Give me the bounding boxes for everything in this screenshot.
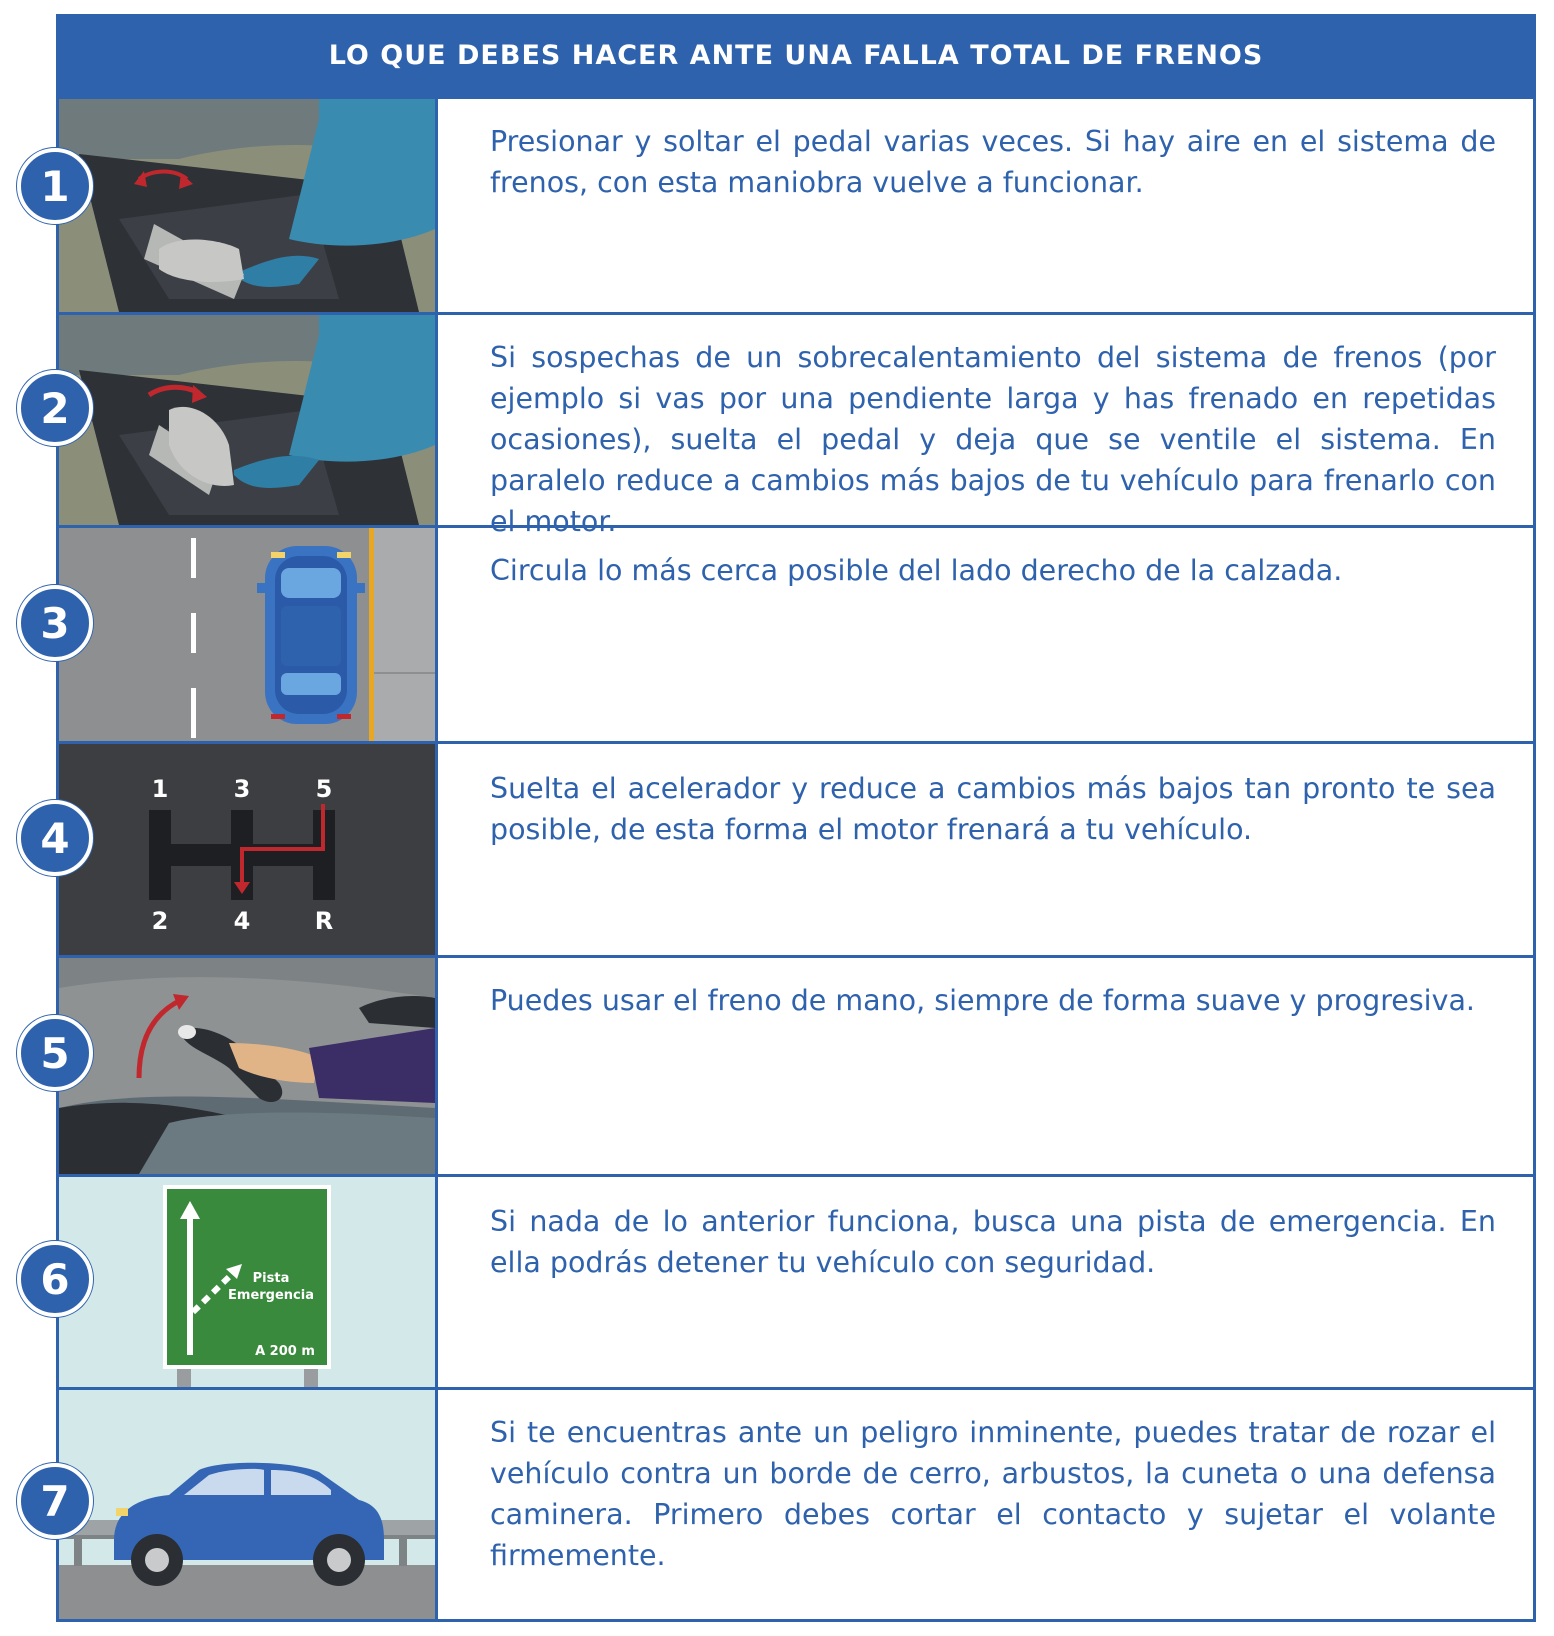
step-number-badge-7: 7 — [17, 1463, 93, 1539]
step-row-3 — [56, 525, 1536, 741]
step-text-5: Puedes usar el freno de mano, siempre de forma suave y progresiva. — [490, 984, 1475, 1017]
gear-shift-diagram-icon — [59, 744, 438, 955]
table-title: LO QUE DEBES HACER ANTE UNA FALLA TOTAL DE FRENOS — [56, 14, 1536, 96]
gear-label-2: 2 — [151, 907, 169, 935]
step-number-badge-4: 4 — [17, 800, 93, 876]
brake-pedal-pump-icon — [59, 99, 438, 312]
gear-label-5: 5 — [315, 775, 333, 803]
step-row-4 — [56, 741, 1536, 955]
sign-text-emergencia: Emergencia — [228, 1288, 314, 1303]
step-text-6: Si nada de lo anterior funciona, busca una pista de emergencia. En ella podrás detener tu vehículo con seguridad. — [490, 1205, 1496, 1279]
gear-label-r: R — [314, 907, 334, 935]
step-number-badge-5: 5 — [17, 1015, 93, 1091]
step-row-7 — [56, 1387, 1536, 1619]
step-row-2 — [56, 312, 1536, 538]
car-side-guardrail-icon — [59, 1390, 438, 1619]
emergency-lane-sign-icon — [59, 1177, 438, 1387]
gear-label-3: 3 — [233, 775, 251, 803]
car-right-lane-icon — [59, 528, 438, 741]
step-number-badge-3: 3 — [17, 585, 93, 661]
sign-text-pista: Pista — [252, 1271, 290, 1286]
step-text-3: Circula lo más cerca posible del lado derecho de la calzada. — [490, 554, 1343, 587]
step-text-7: Si te encuentras ante un peligro inminente, puedes tratar de rozar el vehículo contra un borde de cerro, arbustos, la cuneta o una defensa caminera. Primero debes cortar el contacto y sujetar el volante firmemente. — [490, 1416, 1496, 1572]
step-text-2: Si sospechas de un sobrecalentamiento del sistema de frenos (por ejemplo si vas por una pendiente larga y has frenado en repetidas ocasiones), suelta el pedal y deja que se ventile el sistema. En paralelo reduce a cambios más bajos de tu vehículo para frenarlo con el motor. — [490, 341, 1496, 538]
handbrake-icon — [59, 958, 438, 1174]
gear-label-1: 1 — [151, 775, 169, 803]
step-text-4: Suelta el acelerador y reduce a cambios más bajos tan pronto te sea posible, de esta forma el motor frenará a tu vehículo. — [490, 772, 1496, 846]
step-row-6 — [56, 1174, 1536, 1387]
gear-label-4: 4 — [233, 907, 251, 935]
step-number-badge-1: 1 — [17, 148, 93, 224]
sign-distance: A 200 m — [255, 1344, 315, 1359]
step-number-badge-2: 2 — [17, 370, 93, 446]
brake-pedal-release-icon — [59, 315, 438, 525]
step-number-badge-6: 6 — [17, 1241, 93, 1317]
step-text-1: Presionar y soltar el pedal varias veces. Si hay aire en el sistema de frenos, con esta maniobra vuelve a funcionar. — [490, 125, 1496, 199]
step-row-5 — [56, 955, 1536, 1174]
step-row-1 — [56, 96, 1536, 312]
